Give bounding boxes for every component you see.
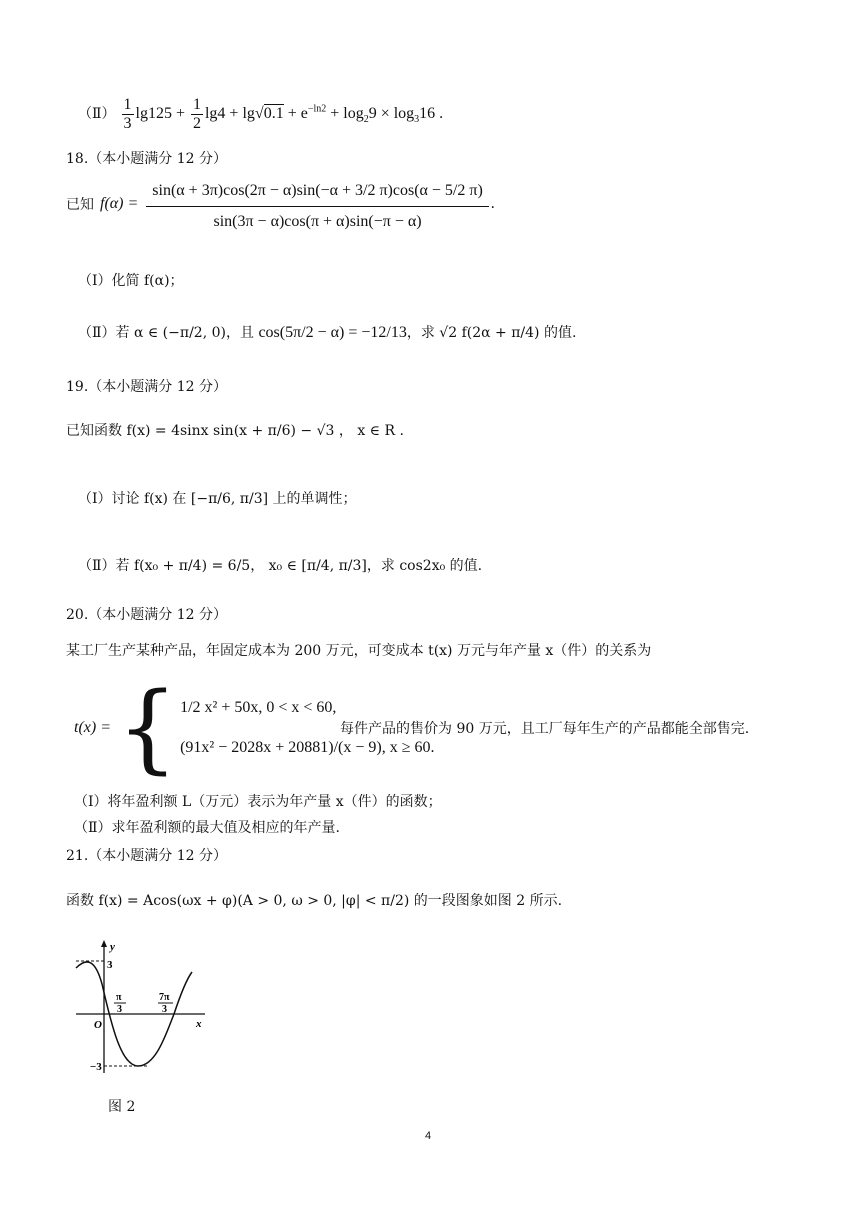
left-brace: { [117,672,179,784]
sqrt-arg: 0.1 [263,104,284,122]
page-number: 4 [425,1130,432,1142]
problem-18-given: 已知 f(α) = $\frac{\sin(\alpha + 3\pi)\cos(2\pi - \alpha)\sin(-\alpha + 3/2 \pi)\cos(\alpha - 5/2 \pi)}{\sin(3\pi - \alpha)\cos(\pi + \alpha)\sin(-\pi - \alpha)}$ . [66,178,495,230]
x-tick-2-den: 3 [162,1004,167,1015]
x-tick-1-den: 3 [117,1004,122,1015]
x-tick-1-num: π [116,992,122,1003]
y-axis-arrow [101,940,107,947]
log-base: 2 [363,113,369,125]
frac-den: 3 [123,114,132,132]
x-tick-2-num: 7π [159,992,170,1003]
term: 9 × log [368,104,415,122]
problem-20-header: 20.（本小题满分 12 分） [66,607,227,623]
frac-num: 1 [123,96,132,113]
log-base: 3 [414,113,420,125]
term: + e [287,104,308,122]
given-label: 已知 [66,197,94,214]
part2-ask: ，求 √2 f(2α + π/4) 的值. [406,325,577,341]
figure-caption: 图 2 [108,1099,136,1115]
term: lg125 + [135,104,185,122]
term: 16 . [419,104,444,122]
big-fraction [146,178,488,230]
problem-19-part2: （Ⅱ）若 f(x₀ + π/4) = 6/5， x₀ ∈ [π/4, π/3]，求 cos2x₀ 的值. [78,558,483,574]
case-2: (91x² − 2028x + 20881)/(x − 9), x ≥ 60. [180,739,435,756]
part2-cos: cos(5π/2 − α) = −12/13 [258,324,407,341]
term: + log [330,104,364,122]
piecewise-lhs: t(x) = [74,719,111,736]
problem-17-part2: （Ⅱ） $\frac{1}{3}$ lg125 + $\frac{1}{2}$ $\lg 4 + \lg√0.1 + e^{-ln2} + \log_29 \times \log_316$ . [78,96,444,132]
term: lg4 + lg [204,104,255,122]
part-label: （Ⅱ） [78,106,116,122]
fraction-numerator: sin(α + 3π)cos(2π − α)sin(−α + 3/2 π)cos(α − 5/2 π) [146,178,488,207]
x-axis-label: x [196,1018,202,1030]
problem-18-part1: （Ⅰ）化简 f(α)； [78,273,184,289]
problem-19-header: 19.（本小题满分 12 分） [66,379,227,395]
frac-den: 2 [192,114,201,132]
problem-21-text: 函数 f(x) = Acos(ωx + φ)(A > 0, ω > 0, |φ| < π/2) 的一段图象如图 2 所示. [66,893,563,909]
origin-label: O [94,1019,102,1031]
frac-num: 1 [192,96,201,113]
problem-20-part2: （Ⅱ）求年盈利额的最大值及相应的年产量. [74,820,340,836]
y-max-label: 3 [107,959,113,971]
problem-18-header: 18.（本小题满分 12 分） [66,151,227,167]
problem-19-part1: （Ⅰ）讨论 f(x) 在 [−π/6, π/3] 上的单调性； [78,491,357,507]
problem-20-part1: （Ⅰ）将年盈利额 L（万元）表示为年产量 x（件）的函数； [74,794,442,810]
function-lhs: f(α) = [100,195,139,213]
y-min-label: −3 [90,1061,102,1073]
part2-condition: （Ⅱ）若 α ∈ (−π/2, 0)，且 [78,325,254,341]
cosine-graph-figure [70,938,230,1078]
problem-18-part2 [78,322,576,342]
problem-20-intro: 某工厂生产某种产品，年固定成本为 200 万元，可变成本 t(x) 万元与年产量 x（件）的关系为 [66,643,652,659]
problem-21-header: 21.（本小题满分 12 分） [66,848,227,864]
y-axis-label: y [110,941,115,953]
case-1: 1/2 x² + 50x, 0 < x < 60, [180,699,337,716]
exponent: −ln2 [307,103,327,115]
fraction-denominator: sin(3π − α)cos(π + α)sin(−π − α) [213,212,422,230]
problem-19-definition: 已知函数 f(x) = 4sinx sin(x + π/6) − √3 ， x ∈ R . [66,423,404,439]
problem-20-note: 每件产品的售价为 90 万元，且工厂每年生产的产品都能全部售完. [340,721,750,737]
